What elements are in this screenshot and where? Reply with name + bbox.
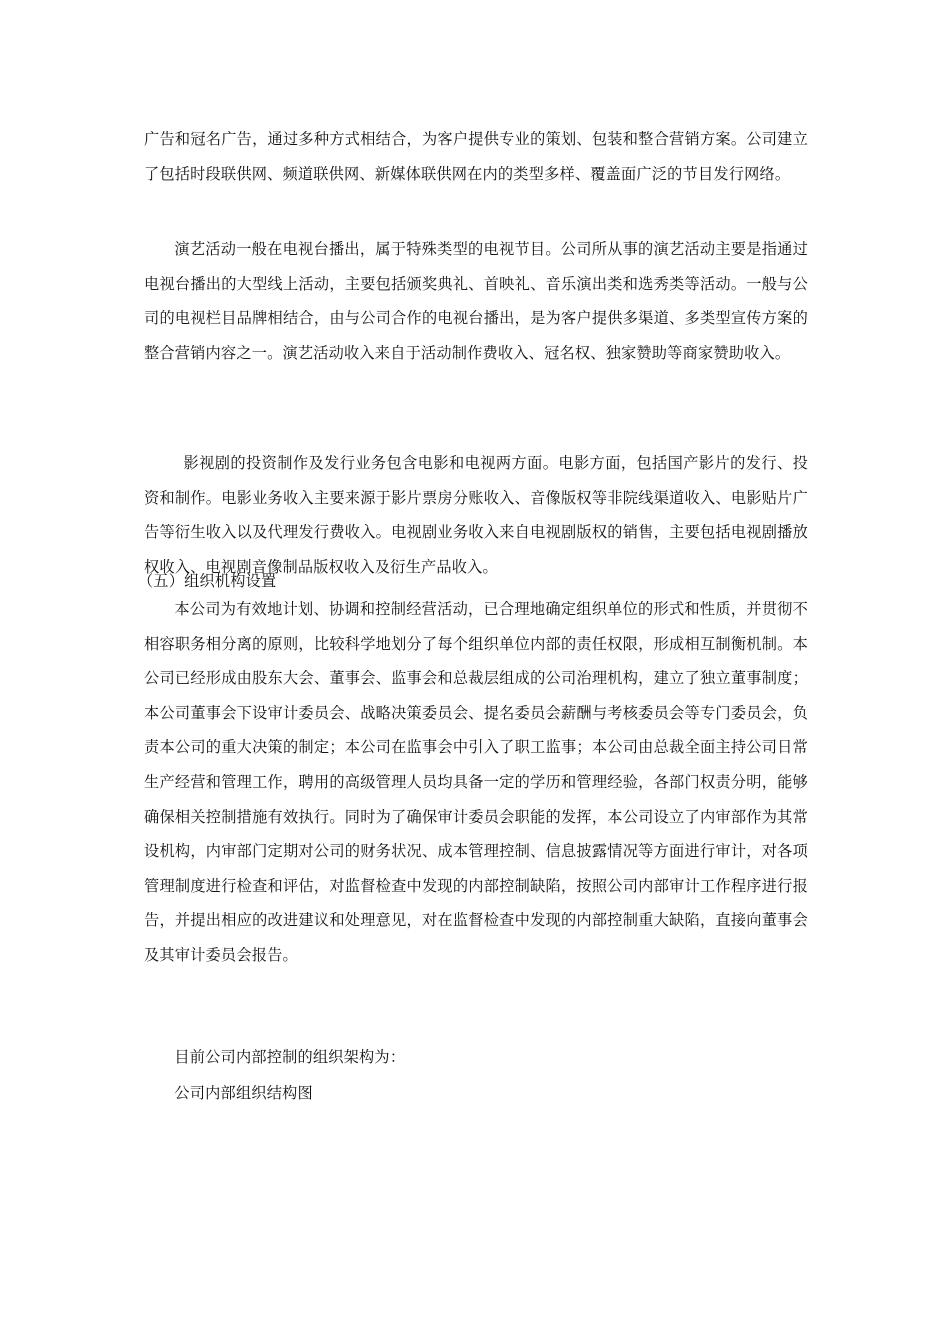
figure-caption-org-chart: 公司内部组织结构图 <box>174 1084 313 1102</box>
paragraph-organization-structure: 本公司为有效地计划、协调和控制经营活动，已合理地确定组织单位的形式和性质，并贯彻不相容职务相分离的原则，比较科学地划分了每个组织单位内部的责任权限，形成相互制衡机制。本公司已经形成由股东大会、董事会、监事会和总裁层组成的公司治理机构，建立了独立董事制度；本公司董事会下设审计委员会、战略决策委员会、提名委员会薪酬与考核委员会等专门委员会，负责本公司的重大决策的制定；本公司在监事会中引入了职工监事；本公司由总裁全面主持公司日常生产经营和管理工作，聘用的高级管理人员均具备一定的学历和管理经验，各部门权责分明，能够确保相关控制措施有效执行。同时为了确保审计委员会职能的发挥，本公司设立了内审部作为其常设机构，内审部门定期对公司的财务状况、成本管理控制、信息披露情况等方面进行审计，对各项管理制度进行检查和评估，对监督检查中发现的内部控制缺陷，按照公司内部审计工作程序进行报告，并提出相应的改进建议和处理意见，对在监督检查中发现的内部控制重大缺陷，直接向董事会及其审计委员会报告。 <box>144 600 808 964</box>
section-heading-organization: （五）组织机构设置 <box>137 572 277 590</box>
paragraph-performing-events: 演艺活动一般在电视台播出，属于特殊类型的电视节目。公司所从事的演艺活动主要是指通过电视台播出的大型线上活动，主要包括颁奖典礼、首映礼、音乐演出类和选秀类等活动。一般与公司的电视栏目品牌相结合，由与公司合作的电视台播出，是为客户提供多渠道、多类型宣传方案的整合营销内容之一。演艺活动收入来自于活动制作费收入、冠名权、独家赞助等商家赞助收入。 <box>144 240 808 362</box>
paragraph-film-tv: 影视剧的投资制作及发行业务包含电影和电视两方面。电影方面，包括国产影片的发行、投资和制作。电影业务收入主要来源于影片票房分账收入、音像版权等非院线渠道收入、电影贴片广告等衍生收入以及代理发行费收入。电视剧业务收入来自电视剧版权的销售，主要包括电视剧播放权收入、电视剧音像制品版权收入及衍生产品收入。 <box>144 454 808 576</box>
paragraph-advertising: 广告和冠名广告，通过多种方式相结合，为客户提供专业的策划、包装和整合营销方案。公司建立了包括时段联供网、频道联供网、新媒体联供网在内的类型多样、覆盖面广泛的节目发行网络。 <box>144 130 808 183</box>
paragraph-current-framework: 目前公司内部控制的组织架构为： <box>174 1048 406 1066</box>
